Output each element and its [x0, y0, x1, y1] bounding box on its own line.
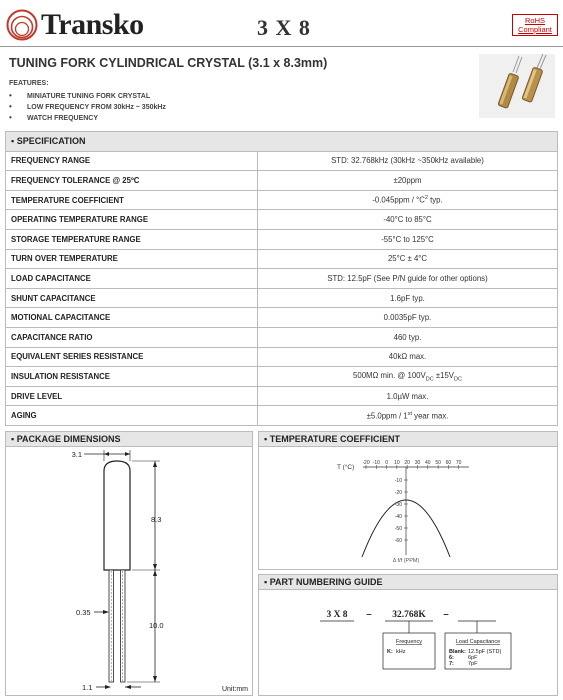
- package-dimensions-heading: ▪ PACKAGE DIMENSIONS: [6, 432, 252, 447]
- spec-value-text: STD: 12.5pF (See P/N guide for other options): [327, 273, 488, 283]
- spec-row: [6, 269, 558, 289]
- spec-value-text: ±20ppm: [393, 175, 422, 185]
- spec-parameter: FREQUENCY RANGE: [6, 151, 258, 171]
- specification-table: [5, 131, 558, 426]
- document-header: [0, 0, 563, 48]
- spec-value: [258, 249, 558, 269]
- spec-parameter: FREQUENCY TOLERANCE @ 25ºC: [6, 171, 258, 191]
- spec-value: [258, 171, 558, 191]
- crystal-image: [479, 54, 555, 118]
- spec-value: [258, 406, 558, 426]
- spec-value-suffix: ±15V: [433, 370, 454, 380]
- spec-row: [6, 288, 558, 308]
- crystal-product-photo: [479, 54, 555, 118]
- spec-parameter: STORAGE TEMPERATURE RANGE: [6, 229, 258, 249]
- spec-row: [6, 367, 558, 387]
- tc-x-tick-label: 10: [394, 460, 400, 466]
- pn-frequency-key: K:: [387, 649, 393, 655]
- tc-y-tick-label: -20: [394, 490, 402, 496]
- spec-value: [258, 269, 558, 289]
- feature-item: • LOW FREQUENCY FROM 30kHz ~ 350kHz: [9, 102, 166, 111]
- spec-parameter: INSULATION RESISTANCE: [6, 367, 258, 387]
- spec-value-text: 1.0µW max.: [386, 391, 429, 401]
- dim-pitch-label: 1.1: [82, 683, 93, 692]
- dim-lead-length-label: 10.0: [149, 621, 164, 630]
- brand-name: Transko: [41, 8, 144, 41]
- spec-row: [6, 229, 558, 249]
- pn-load-key: Blank:: [449, 649, 466, 655]
- pn-load-key: 6:: [449, 655, 454, 661]
- pn-frequency-desc: kHz: [396, 649, 406, 655]
- tc-x-tick-label: 0: [385, 460, 388, 466]
- features-list: [9, 90, 166, 123]
- spec-parameter: SHUNT CAPACITANCE: [6, 288, 258, 308]
- dim-diameter-label: 3.1: [71, 450, 82, 459]
- spec-row: [6, 386, 558, 406]
- spec-row: [6, 151, 558, 171]
- package-dimensions-drawing: [6, 447, 252, 695]
- spec-value-text: -40°C to 85°C: [383, 215, 432, 225]
- rohs-label: RoHS: [524, 16, 545, 25]
- part-numbering-diagram: [259, 590, 557, 695]
- spec-parameter: TURN OVER TEMPERATURE: [6, 249, 258, 269]
- feature-text: LOW FREQUENCY FROM 30kHz ~ 350kHz: [27, 104, 166, 111]
- spec-value: [258, 327, 558, 347]
- package-dimensions-panel: [5, 431, 253, 696]
- specification-header-row: [6, 132, 558, 152]
- spec-value: [258, 190, 558, 210]
- spec-row: [6, 171, 558, 191]
- feature-text: WATCH FREQUENCY: [27, 115, 99, 122]
- spec-value-text: 40kΩ max.: [388, 352, 427, 362]
- feature-text: MINIATURE TUNING FORK CRYSTAL: [27, 93, 151, 100]
- tc-y-tick-label: -60: [394, 538, 402, 544]
- pn-load-desc: 7pF: [468, 661, 478, 667]
- tc-y-axis-label: Δ f/f (PPM): [392, 558, 420, 564]
- spec-row: [6, 210, 558, 230]
- tc-y-tick-label: -10: [394, 478, 402, 484]
- spec-parameter: EQUIVALENT SERIES RESISTANCE: [6, 347, 258, 367]
- dim-body-label: 8.3: [151, 515, 162, 524]
- spec-row: [6, 190, 558, 210]
- pn-load-desc: 6pF: [468, 655, 478, 661]
- spec-value-text: STD: 32.768kHz (30kHz ~350kHz available): [331, 156, 484, 166]
- spec-value-text: 25°C ± 4°C: [387, 254, 428, 264]
- tc-x-tick-label: 70: [455, 460, 462, 466]
- spec-parameter: LOAD CAPACITANCE: [6, 269, 258, 289]
- tc-y-tick-label: -40: [394, 514, 402, 520]
- tc-x-tick-label: 60: [445, 460, 452, 466]
- spec-value-text: -55°C to 125°C: [381, 234, 434, 244]
- tc-x-tick-label: 40: [425, 460, 431, 466]
- logo-circles-icon: [6, 9, 38, 41]
- tc-y-tick-label: -30: [394, 502, 402, 508]
- spec-row: [6, 249, 558, 269]
- page-title: TUNING FORK CYLINDRICAL CRYSTAL (3.1 x 8.3mm): [9, 56, 328, 70]
- spec-parameter: MOTIONAL CAPACITANCE: [6, 308, 258, 328]
- spec-row: [6, 406, 558, 426]
- header-divider: [0, 46, 563, 47]
- model-number: 3 X 8: [257, 15, 311, 40]
- spec-parameter: AGING: [6, 406, 258, 426]
- temperature-coefficient-heading: ▪ TEMPERATURE COEFFICIENT: [259, 432, 557, 447]
- spec-parameter: TEMPERATURE COEFFICIENT: [6, 190, 258, 210]
- pn-model-code: 3 X 8: [326, 610, 348, 620]
- feature-item: • MINIATURE TUNING FORK CRYSTAL: [9, 91, 151, 100]
- spec-value-text: 0.0035pF typ.: [383, 313, 432, 323]
- spec-value: [258, 386, 558, 406]
- spec-value: [258, 210, 558, 230]
- spec-value-suffix: year max.: [412, 411, 449, 421]
- spec-row: [6, 308, 558, 328]
- tc-x-tick-label: -20: [362, 460, 370, 466]
- features-heading: FEATURES:: [9, 80, 49, 87]
- spec-value-text: 500MΩ min. @ 100V: [353, 370, 426, 380]
- pn-load-key: 7:: [449, 661, 454, 667]
- temperature-coefficient-chart: [259, 447, 557, 569]
- spec-value: [258, 288, 558, 308]
- spec-value-text: ±5.0ppm / 1: [366, 411, 408, 421]
- spec-value-subscript: DC: [454, 376, 462, 383]
- spec-value: [258, 347, 558, 367]
- spec-value-text: 1.6pF typ.: [390, 293, 425, 303]
- rohs-compliant-label: Compliant: [518, 25, 552, 34]
- tc-y-tick-label: -50: [394, 526, 402, 532]
- tc-x-tick-label: 50: [435, 460, 441, 466]
- spec-parameter: CAPACITANCE RATIO: [6, 327, 258, 347]
- pn-frequency-code: 32.768K: [392, 610, 426, 620]
- part-numbering-panel: [258, 574, 558, 696]
- tc-x-tick-label: -10: [372, 460, 380, 466]
- pn-load-title: Load Capacitance: [455, 639, 501, 645]
- spec-value-suffix: typ.: [427, 195, 443, 205]
- spec-parameter: DRIVE LEVEL: [6, 386, 258, 406]
- spec-value-text: -0.045ppm / °C: [372, 195, 425, 205]
- pn-frequency-title: Frequency: [396, 639, 422, 645]
- rohs-badge[interactable]: [512, 14, 558, 36]
- spec-value-text: 460 typ.: [393, 332, 422, 342]
- spec-value-superscript: st: [407, 410, 412, 417]
- dim-lead-diameter-label: 0.35: [76, 608, 91, 617]
- spec-value: [258, 229, 558, 249]
- pn-dash-1: –: [366, 609, 372, 620]
- feature-item: • WATCH FREQUENCY: [9, 113, 99, 122]
- unit-label: Unit:mm: [221, 686, 248, 693]
- part-numbering-heading: ▪ PART NUMBERING GUIDE: [259, 575, 557, 590]
- brand-logo: [6, 8, 144, 42]
- spec-parameter: OPERATING TEMPERATURE RANGE: [6, 210, 258, 230]
- spec-row: [6, 327, 558, 347]
- specification-heading: ▪ SPECIFICATION: [6, 132, 558, 152]
- spec-value: [258, 367, 558, 387]
- temperature-coefficient-panel: [258, 431, 558, 570]
- spec-value-superscript: 2: [424, 195, 428, 202]
- tc-x-tick-label: 30: [414, 460, 421, 466]
- spec-row: [6, 347, 558, 367]
- spec-value: [258, 308, 558, 328]
- spec-value: [258, 151, 558, 171]
- crystal-body-outline: [104, 461, 130, 570]
- pn-load-desc: 12.5pF (STD): [468, 649, 502, 655]
- pn-dash-2: –: [443, 609, 449, 620]
- tc-x-axis-label: T (°C): [337, 464, 355, 471]
- spec-value-subscript: DC: [425, 376, 434, 383]
- tc-x-tick-label: 20: [404, 460, 410, 466]
